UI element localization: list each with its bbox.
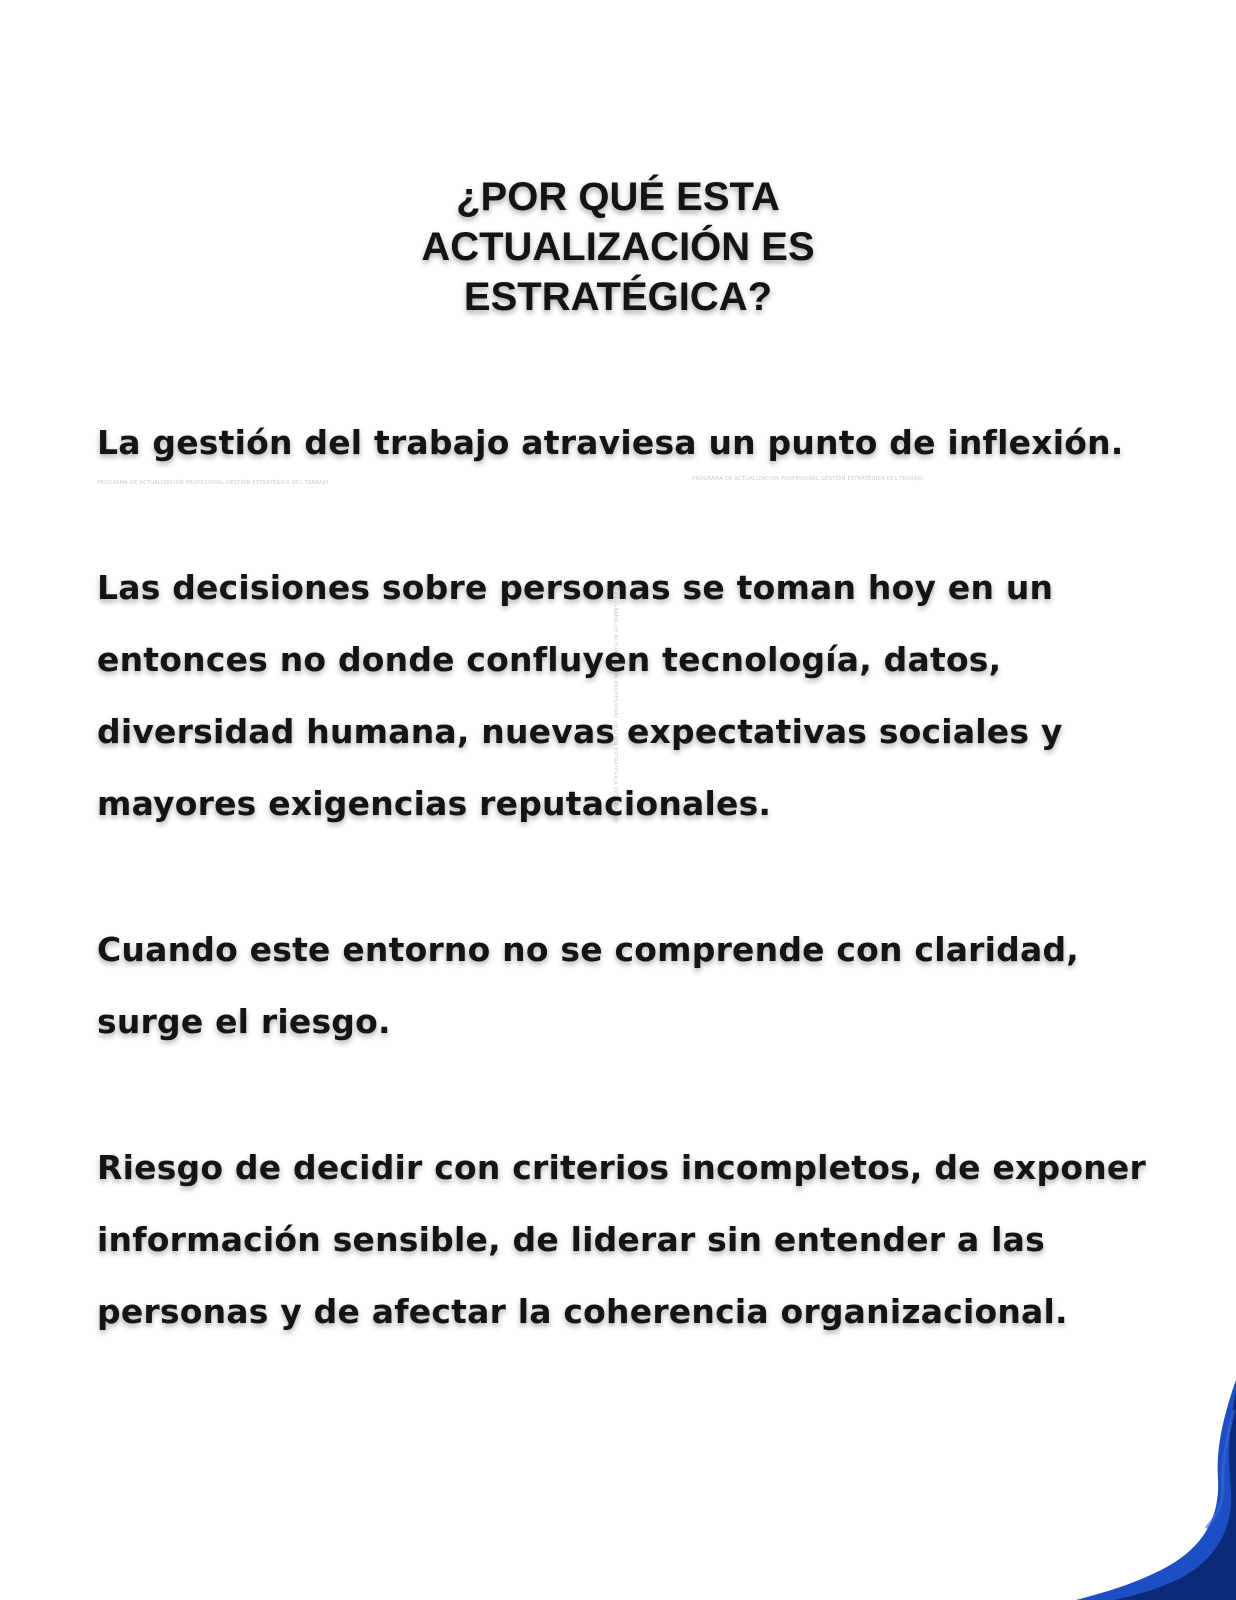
title-line-3: ESTRATÉGICA?: [463, 275, 773, 319]
paragraph-risk: [97, 1132, 1177, 1348]
paragraph-line: La gestión del trabajo atraviesa un punto de inflexión.: [97, 423, 1124, 462]
paragraph-inflection: [97, 407, 1177, 479]
paragraph-line: diversidad humana, nuevas expectativas sociales y: [97, 712, 1063, 751]
paragraph-line: mayores exigencias reputacionales.: [97, 784, 772, 823]
paragraph-environment: [97, 914, 1177, 1058]
title-line-2: ACTUALIZACIÓN ES: [421, 225, 815, 269]
paragraph-line: personas y de afectar la coherencia organizacional.: [97, 1292, 1068, 1331]
paragraph-line: Las decisiones sobre personas se toman hoy en un: [97, 568, 1054, 607]
paragraph-line: Riesgo de decidir con criterios incompletos, de exponer: [97, 1148, 1146, 1187]
watermark-text: PROGRAMA DE ACTUALIZACIÓN PROFESIONAL GESTIÓN ESTRATÉGICA DEL TRABAJO: [97, 480, 329, 486]
paragraph-line: entonces no donde confluyen tecnología, datos,: [97, 640, 1002, 679]
paragraph-line: Cuando este entorno no se comprende con claridad,: [97, 930, 1080, 969]
watermark-text: PROGRAMA DE ACTUALIZACIÓN PROFESIONAL GESTIÓN ESTRATÉGICA DEL TRABAJO: [692, 476, 924, 482]
paragraph-line: información sensible, de liderar sin entender a las: [97, 1220, 1045, 1259]
watermark-text-vertical: PROGRAMA DE ACTUALIZACIÓN PROFESIONAL GESTIÓN ESTRATÉGICA DEL TRABAJO: [612, 592, 618, 824]
title-line-1: ¿POR QUÉ ESTA: [456, 175, 780, 219]
paragraph-line: surge el riesgo.: [97, 1002, 391, 1041]
paragraph-decisions: [97, 552, 1177, 840]
page-title: [0, 172, 1236, 322]
corner-wave-decoration: [996, 1380, 1236, 1600]
